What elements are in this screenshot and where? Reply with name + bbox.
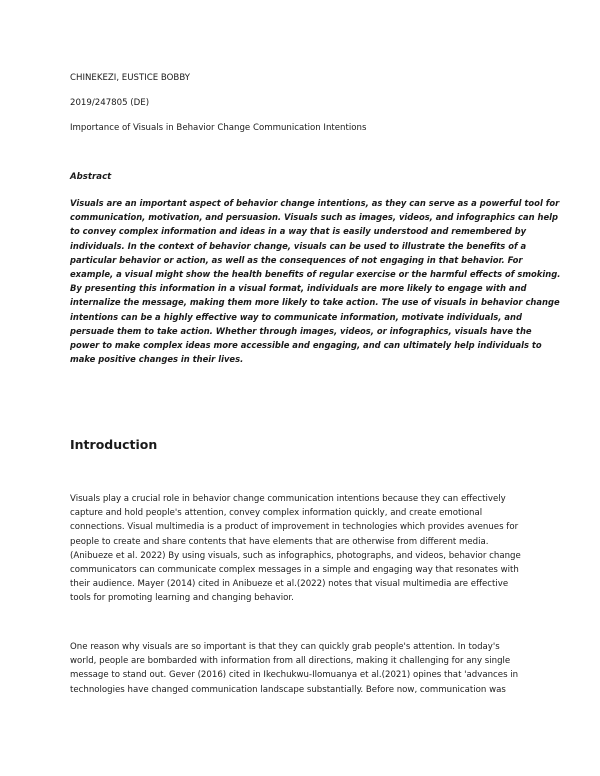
paragraph-line: people to create and share contents that have elements that are otherwise from different media. — [70, 536, 489, 547]
paragraph-line: (Anibueze et al. 2022) By using visuals, such as infographics, photographs, and videos, behavior change — [70, 550, 521, 561]
registration-number: 2019/247805 (DE) — [70, 98, 150, 108]
abstract-line: example, a visual might show the health benefits of regular exercise or the harmful effects of smoking. — [70, 269, 561, 280]
introduction-heading: Introduction — [70, 437, 158, 452]
paragraph-line: their audience. Mayer (2014) cited in Anibueze et al.(2022) notes that visual multimedia are effective — [70, 579, 509, 590]
abstract-line: to convey complex information and ideas in a way that is easily understood and remembered by — [70, 226, 527, 237]
abstract-line: communication, motivation, and persuasion. Visuals such as images, videos, and infographics can help — [70, 212, 559, 223]
abstract-line: Visuals are an important aspect of behavior change intentions, as they can serve as a powerful tool for — [70, 198, 560, 208]
author-name: CHINEKEZI, EUSTICE BOBBY — [70, 73, 191, 83]
abstract-paragraph — [70, 196, 561, 366]
paragraph-line: One reason why visuals are so important is that they can quickly grab people's attention. In today's — [70, 642, 500, 652]
paragraph-line: technologies have changed communication landscape substantially. Before now, communication was — [70, 684, 506, 695]
abstract-line: particular behavior or action, as well as the consequences of not engaging in that behavior. For — [70, 254, 523, 265]
paragraph-line: capture and hold people's attention, convey complex information quickly, and create emotional — [70, 508, 483, 519]
document-title: Importance of Visuals in Behavior Change Communication Intentions — [70, 123, 367, 133]
paragraph-line: world, people are bombarded with information from all directions, making it challenging for any single — [70, 656, 511, 667]
abstract-line: power to make complex ideas more accessible and engaging, and can ultimately help individuals to — [70, 340, 542, 351]
abstract-line: By presenting this information in a visual format, individuals are more likely to engage with and — [70, 283, 527, 294]
abstract-line: internalize the message, making them more likely to take action. The use of visuals in behavior change — [70, 297, 560, 308]
paragraph-line: connections. Visual multimedia is a product of improvement in technologies which provides avenues for — [70, 522, 519, 533]
abstract-line: intentions can be a highly effective way to communicate information, motivate individuals, and — [70, 311, 522, 322]
introduction-paragraph-1 — [70, 492, 540, 606]
abstract-heading: Abstract — [70, 172, 112, 182]
abstract-line: persuade them to take action. Whether through images, videos, or infographics, visuals have the — [70, 325, 532, 336]
introduction-paragraph-2 — [70, 640, 540, 697]
paragraph-line: communicators can communicate complex messages in a simple and engaging way that resonates with — [70, 565, 519, 576]
paragraph-line: tools for promoting learning and changing behavior. — [70, 593, 294, 604]
paragraph-line: Visuals play a crucial role in behavior change communication intentions because they can effectively — [70, 494, 506, 504]
abstract-line: individuals. In the context of behavior change, visuals can be used to illustrate the benefits of a — [70, 240, 527, 251]
paragraph-line: message to stand out. Gever (2016) cited in Ikechukwu-Ilomuanya et al.(2021) opines that 'advances in — [70, 670, 519, 681]
abstract-line: make positive changes in their lives. — [70, 354, 244, 365]
